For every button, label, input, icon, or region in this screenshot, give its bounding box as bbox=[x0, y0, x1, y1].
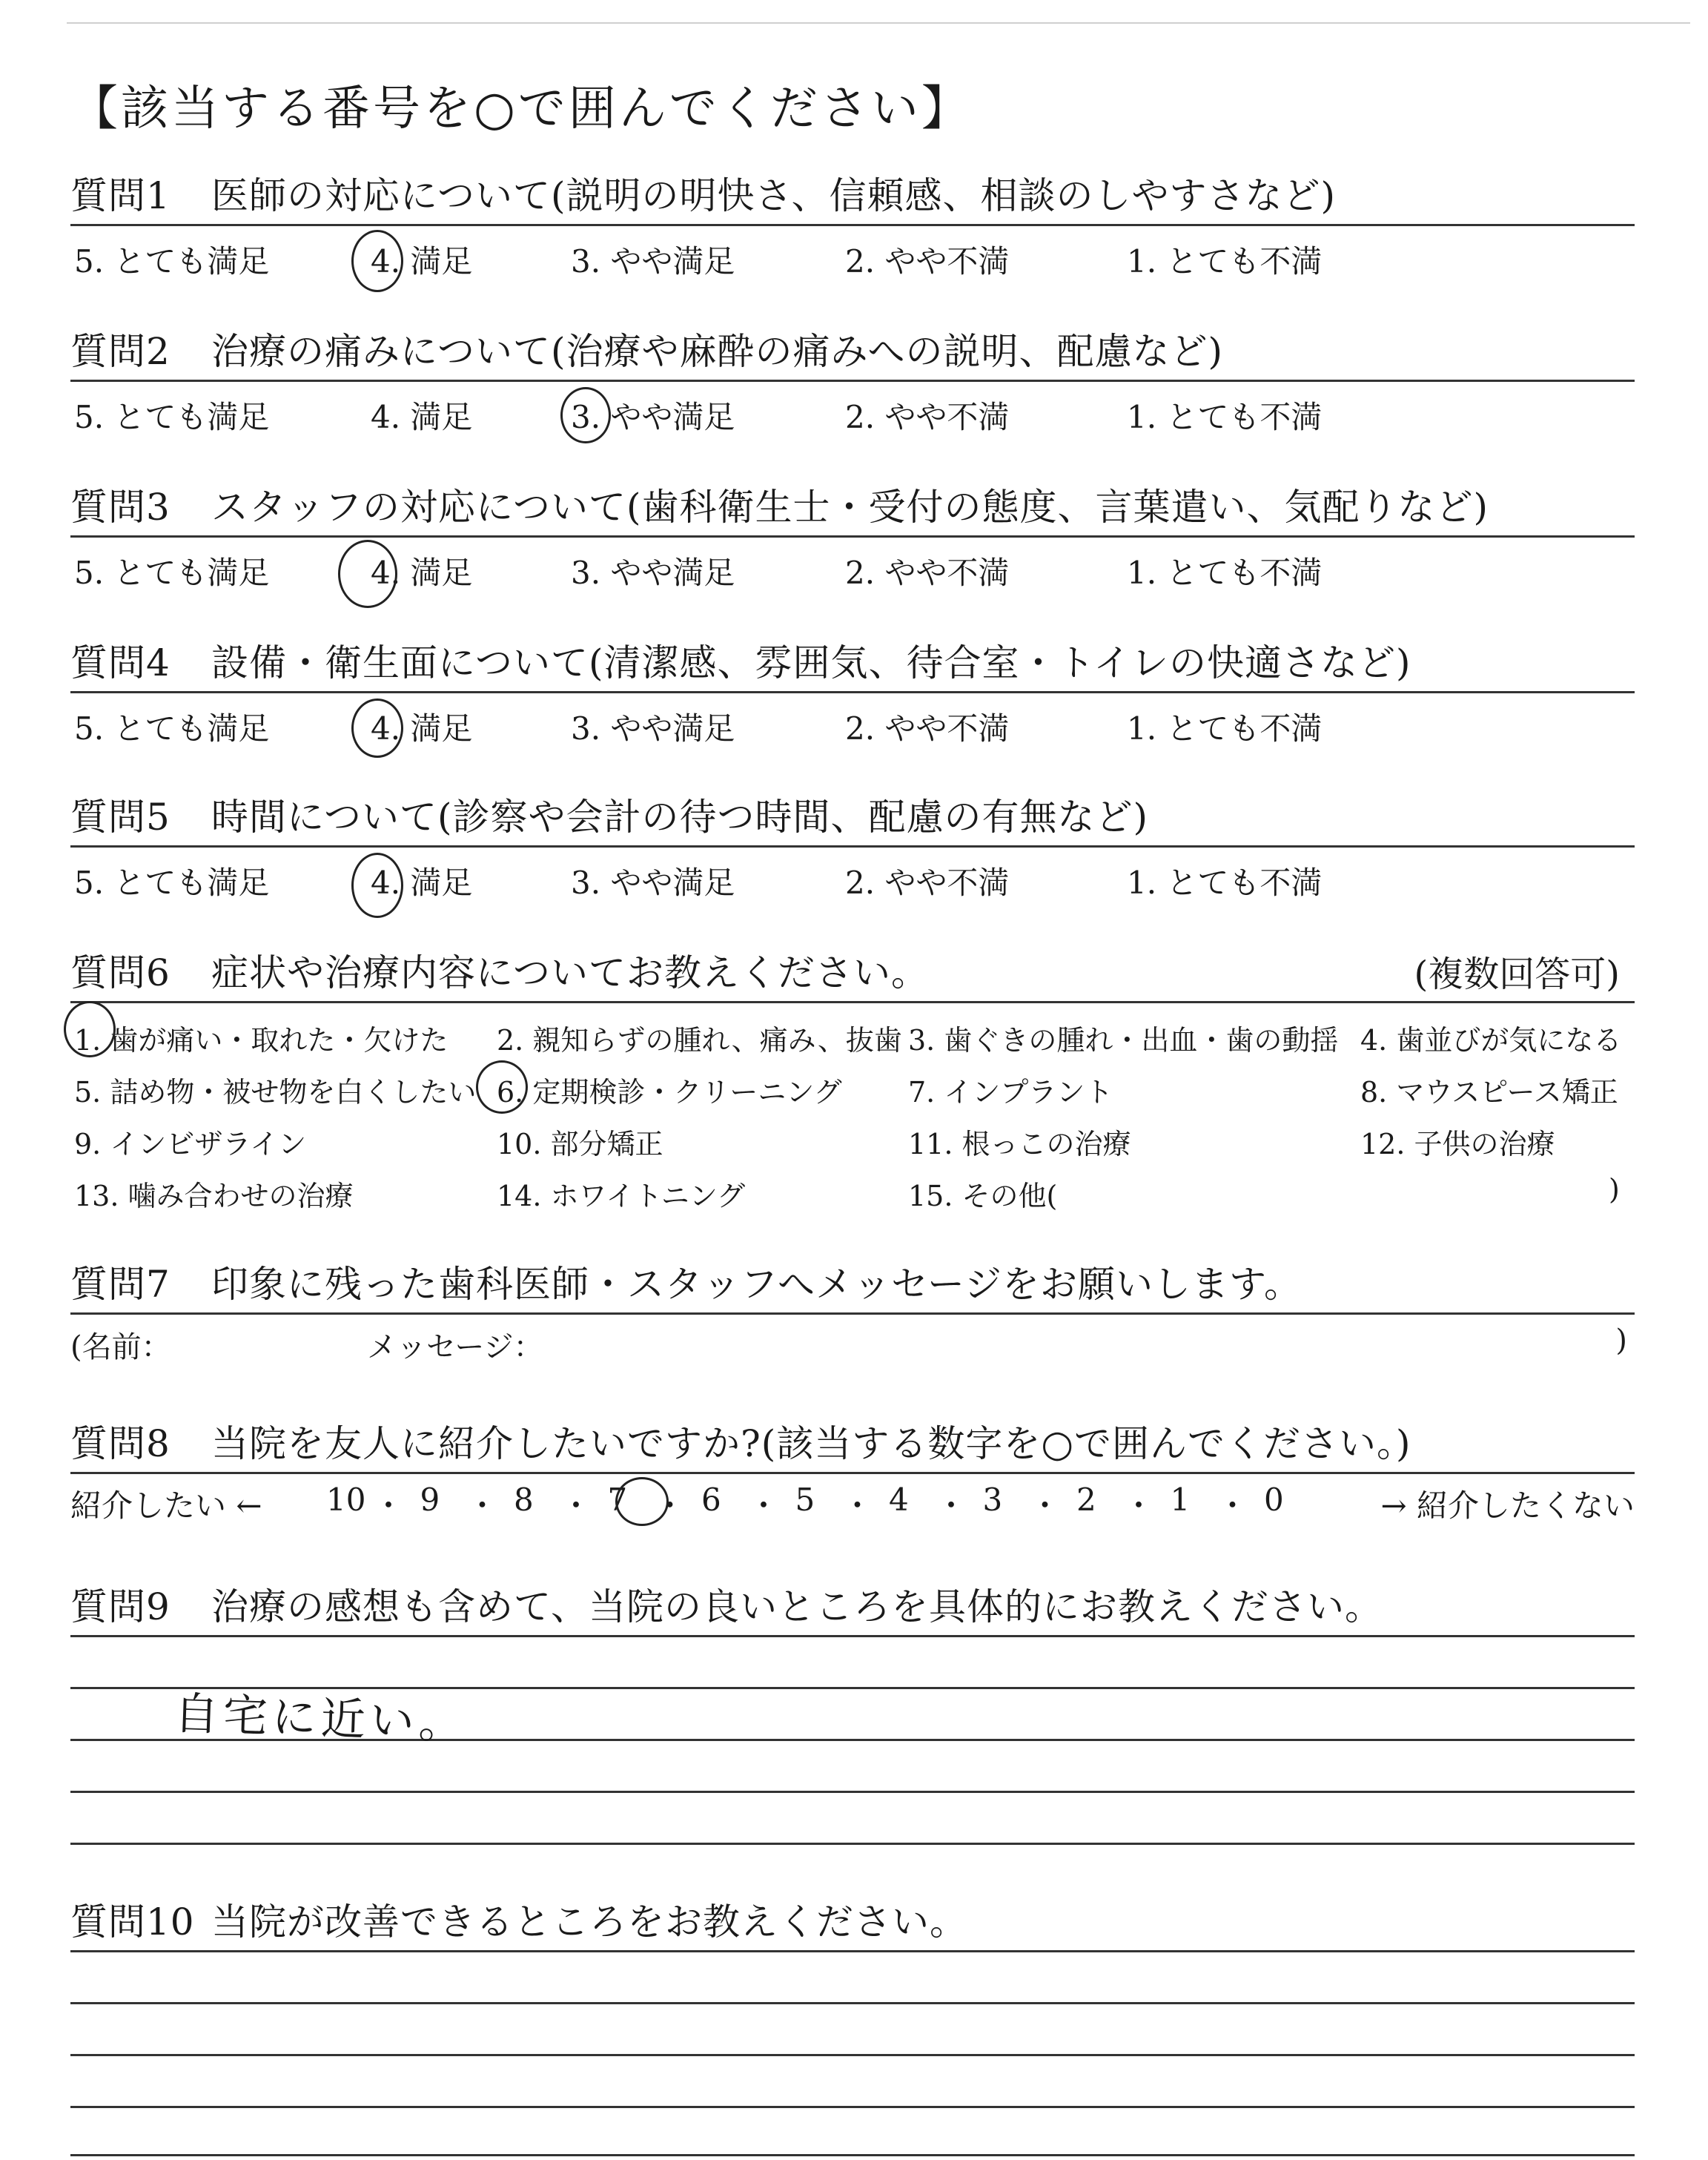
q6-option-10[interactable]: 10. 部分矯正 bbox=[497, 1128, 663, 1160]
selection-circle-q8 bbox=[615, 1477, 669, 1526]
question-number: 質問7 bbox=[70, 1263, 171, 1306]
option-1[interactable]: 1. とても不満 bbox=[1127, 243, 1323, 280]
option-3[interactable]: 3. やや満足 bbox=[571, 865, 735, 901]
option-5[interactable]: 5. とても満足 bbox=[74, 243, 270, 280]
option-5[interactable]: 5. とても満足 bbox=[74, 555, 270, 591]
question-number: 質問9 bbox=[70, 1585, 171, 1628]
question-number: 質問8 bbox=[70, 1422, 171, 1465]
question-title: 治療の痛みについて(治療や麻酔の痛みへの説明、配慮など) bbox=[211, 330, 1224, 373]
question-rule bbox=[70, 1472, 1635, 1474]
answer-line bbox=[70, 1843, 1635, 1845]
option-4[interactable]: 4. 満足 bbox=[371, 710, 473, 747]
q6-option-15[interactable]: 15. その他( bbox=[908, 1180, 1058, 1212]
answer-line bbox=[70, 2002, 1635, 2004]
option-1[interactable]: 1. とても不満 bbox=[1127, 865, 1323, 901]
option-1[interactable]: 1. とても不満 bbox=[1127, 399, 1323, 435]
scale-right-label: → 紹介したくない bbox=[1380, 1487, 1635, 1524]
option-5[interactable]: 5. とても満足 bbox=[74, 710, 270, 747]
handwritten-answer-q9: 自宅に近い。 bbox=[173, 1688, 469, 1750]
scale-separator: ・ bbox=[560, 1487, 592, 1524]
scale-value-6[interactable]: 6 bbox=[701, 1482, 721, 1518]
option-3[interactable]: 3. やや満足 bbox=[571, 710, 735, 747]
option-2[interactable]: 2. やや不満 bbox=[845, 399, 1010, 435]
scale-separator: ・ bbox=[466, 1487, 498, 1524]
question-title: 症状や治療内容についてお教えください。 bbox=[211, 951, 929, 994]
q6-option-11[interactable]: 11. 根っこの治療 bbox=[908, 1128, 1131, 1160]
option-2[interactable]: 2. やや不満 bbox=[845, 710, 1010, 747]
option-3[interactable]: 3. やや満足 bbox=[571, 555, 735, 591]
scale-value-2[interactable]: 2 bbox=[1076, 1482, 1096, 1518]
option-5[interactable]: 5. とても満足 bbox=[74, 399, 270, 435]
option-2[interactable]: 2. やや不満 bbox=[845, 243, 1010, 280]
selection-circle-q6-1 bbox=[64, 1001, 116, 1057]
option-5[interactable]: 5. とても満足 bbox=[74, 865, 270, 901]
message-label: メッセージ： bbox=[367, 1330, 543, 1364]
question-title: 印象に残った歯科医師・スタッフへメッセージをお願いします。 bbox=[211, 1263, 1302, 1306]
question-rule bbox=[70, 691, 1635, 693]
question-number: 質問4 bbox=[70, 641, 171, 684]
selection-circle-q4 bbox=[351, 698, 403, 758]
scale-separator: ・ bbox=[373, 1487, 405, 1524]
option-4[interactable]: 4. 満足 bbox=[371, 865, 473, 901]
q6-other-close: ) bbox=[1609, 1173, 1620, 1206]
question-title: 設備・衛生面について(清潔感、雰囲気、待合室・トイレの快適さなど) bbox=[211, 641, 1411, 684]
question-title: 時間について(診察や会計の待つ時間、配慮の有無など) bbox=[211, 796, 1149, 839]
scale-value-9[interactable]: 9 bbox=[420, 1482, 440, 1518]
scale-separator: ・ bbox=[1123, 1487, 1155, 1524]
scale-value-1[interactable]: 1 bbox=[1170, 1482, 1191, 1518]
question-rule bbox=[70, 1001, 1635, 1003]
question-rule bbox=[70, 845, 1635, 848]
question-rule bbox=[70, 380, 1635, 382]
question-title: 医師の対応について(説明の明快さ、信頼感、相談のしやすさなど) bbox=[211, 174, 1337, 217]
q6-option-5[interactable]: 5. 詰め物・被せ物を白くしたい bbox=[74, 1076, 477, 1109]
scale-left-label: 紹介したい ← bbox=[70, 1487, 262, 1524]
scale-value-4[interactable]: 4 bbox=[889, 1482, 909, 1518]
option-3[interactable]: 3. やや満足 bbox=[571, 399, 735, 435]
option-2[interactable]: 2. やや不満 bbox=[845, 865, 1010, 901]
scale-separator: ・ bbox=[1029, 1487, 1061, 1524]
q6-option-6[interactable]: 6. 定期検診・クリーニング bbox=[497, 1076, 842, 1109]
question-title: 当院を友人に紹介したいですか?(該当する数字を○で囲んでください。) bbox=[211, 1422, 1411, 1465]
option-1[interactable]: 1. とても不満 bbox=[1127, 555, 1323, 591]
scale-value-0[interactable]: 0 bbox=[1264, 1482, 1284, 1518]
q6-option-3[interactable]: 3. 歯ぐきの腫れ・出血・歯の動揺 bbox=[908, 1024, 1339, 1057]
question-title: 治療の感想も含めて、当院の良いところを具体的にお教えください。 bbox=[211, 1585, 1383, 1628]
question-rule bbox=[70, 1312, 1635, 1315]
question-title: 当院が改善できるところをお教えください。 bbox=[211, 1900, 967, 1943]
question-number: 質問1 bbox=[70, 174, 171, 217]
name-label: (名前： bbox=[70, 1330, 171, 1364]
form-header: 【該当する番号を○で囲んでください】 bbox=[70, 82, 972, 136]
option-4[interactable]: 4. 満足 bbox=[371, 243, 473, 280]
selection-circle-q6-6 bbox=[476, 1060, 528, 1114]
option-2[interactable]: 2. やや不満 bbox=[845, 555, 1010, 591]
scale-separator: ・ bbox=[654, 1487, 686, 1524]
top-rule bbox=[67, 22, 1690, 24]
scale-value-10[interactable]: 10 bbox=[326, 1482, 366, 1518]
answer-line bbox=[70, 2054, 1635, 2056]
answer-line bbox=[70, 1791, 1635, 1793]
scale-separator: ・ bbox=[1217, 1487, 1248, 1524]
option-1[interactable]: 1. とても不満 bbox=[1127, 710, 1323, 747]
option-3[interactable]: 3. やや満足 bbox=[571, 243, 735, 280]
question-rule bbox=[70, 224, 1635, 226]
scale-value-7[interactable]: 7 bbox=[607, 1482, 628, 1518]
multiple-answer-note: (複数回答可) bbox=[1414, 954, 1620, 995]
answer-line bbox=[70, 2154, 1635, 2156]
option-4[interactable]: 4. 満足 bbox=[371, 555, 473, 591]
scale-value-5[interactable]: 5 bbox=[795, 1482, 815, 1518]
selection-circle-q5 bbox=[351, 853, 403, 918]
message-close: ) bbox=[1615, 1324, 1627, 1358]
scale-separator: ・ bbox=[936, 1487, 967, 1524]
question-title: スタッフの対応について(歯科衛生士・受付の態度、言葉遣い、気配りなど) bbox=[211, 486, 1489, 529]
question-number: 質問6 bbox=[70, 951, 171, 994]
question-rule bbox=[70, 1635, 1635, 1637]
q6-option-14[interactable]: 14. ホワイトニング bbox=[497, 1180, 746, 1212]
selection-circle-q2 bbox=[560, 387, 611, 443]
q6-option-9[interactable]: 9. インビザライン bbox=[74, 1128, 307, 1160]
scale-value-3[interactable]: 3 bbox=[982, 1482, 1003, 1518]
question-rule bbox=[70, 535, 1635, 538]
selection-circle-q1 bbox=[351, 230, 403, 292]
q6-option-13[interactable]: 13. 噛み合わせの治療 bbox=[74, 1180, 354, 1212]
q6-option-7[interactable]: 7. インプラント bbox=[908, 1076, 1113, 1109]
q6-option-4[interactable]: 4. 歯並びが気になる bbox=[1360, 1024, 1622, 1057]
question-number: 質問10 bbox=[70, 1900, 195, 1943]
selection-circle-q3 bbox=[338, 540, 397, 608]
question-rule bbox=[70, 1950, 1635, 1952]
answer-line bbox=[70, 2106, 1635, 2108]
q6-option-12[interactable]: 12. 子供の治療 bbox=[1360, 1128, 1555, 1160]
scale-separator: ・ bbox=[748, 1487, 780, 1524]
question-number: 質問2 bbox=[70, 330, 171, 373]
question-number: 質問3 bbox=[70, 486, 171, 529]
scale-value-8[interactable]: 8 bbox=[514, 1482, 534, 1518]
option-4[interactable]: 4. 満足 bbox=[371, 399, 473, 435]
q6-option-8[interactable]: 8. マウスピース矯正 bbox=[1360, 1076, 1618, 1109]
scale-separator: ・ bbox=[841, 1487, 873, 1524]
question-number: 質問5 bbox=[70, 796, 171, 839]
q6-option-1[interactable]: 1. 歯が痛い・取れた・欠けた bbox=[74, 1024, 448, 1057]
q6-option-2[interactable]: 2. 親知らずの腫れ、痛み、抜歯 bbox=[497, 1024, 902, 1057]
